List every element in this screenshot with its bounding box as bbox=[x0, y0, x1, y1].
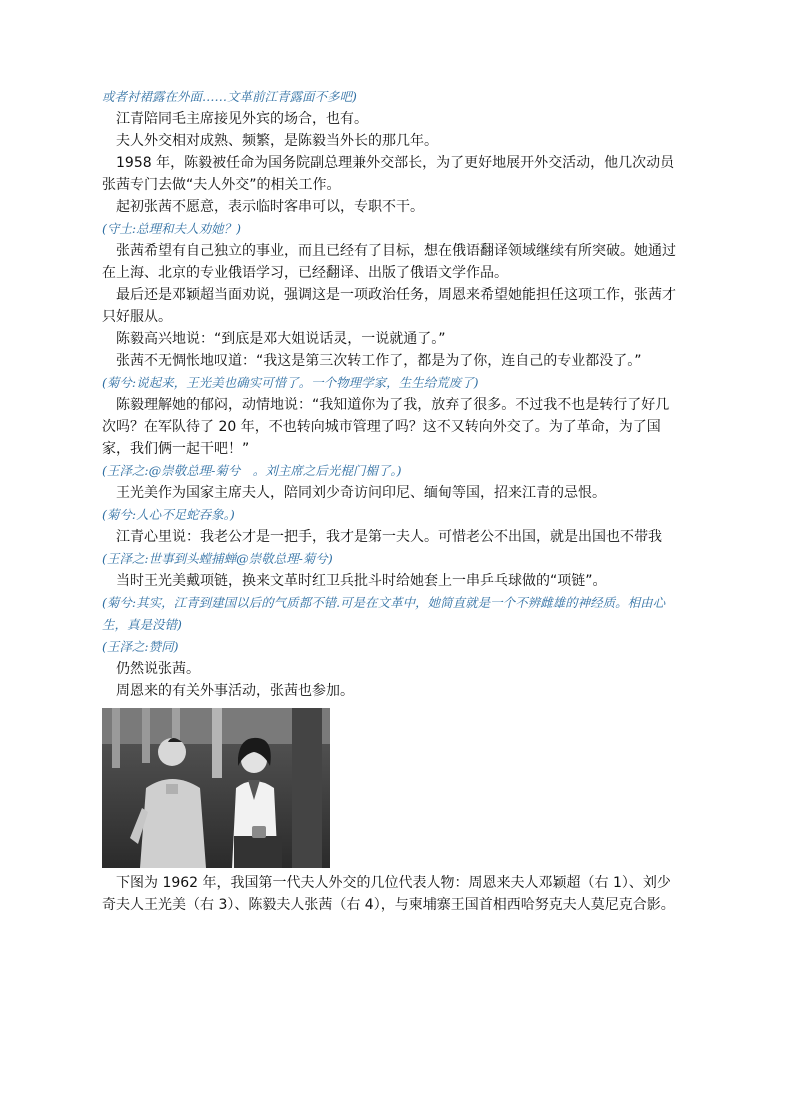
body-paragraph: 张茜不无惆怅地叹道：“我这是第三次转工作了，都是为了你，连自己的专业都没了。” bbox=[116, 353, 642, 369]
body-paragraph: 仍然说张茜。 bbox=[116, 661, 200, 677]
body-paragraph: 江青陪同毛主席接见外宾的场合，也有。 bbox=[116, 111, 368, 127]
paragraph-list bbox=[102, 86, 680, 702]
body-paragraph: 当时王光美戴项链，换来文革时红卫兵批斗时给她套上一串乒乓球做的“项链”。 bbox=[116, 573, 607, 589]
comment-line: (菊兮:其实，江青到建国以后的气质都不错.可是在文革中，她简直就是一个不辨雌雄的神经质。相由心生，真是没错) bbox=[102, 595, 666, 632]
comment-line: (守土:总理和夫人劝她？) bbox=[102, 221, 241, 236]
body-paragraph: 王光美作为国家主席夫人，陪同刘少奇访问印尼、缅甸等国，招来江青的忌恨。 bbox=[116, 485, 606, 501]
body-paragraph: 陈毅理解她的郁闷，动情地说：“我知道你为了我，放弃了很多。不过我不也是转行了好几次吗？在军队待了 20 年，不也转向城市管理了吗？这不又转向外交了。为了革命，为了国家，我们俩一起干吧！” bbox=[102, 397, 670, 457]
comment-line: (王泽之:赞同) bbox=[102, 639, 179, 654]
body-paragraph: 1958 年，陈毅被任命为国务院副总理兼外交部长，为了更好地展开外交活动，他几次动员张茜专门去做“夫人外交”的相关工作。 bbox=[102, 155, 675, 193]
body-paragraph: 夫人外交相对成熟、频繁，是陈毅当外长的那几年。 bbox=[116, 133, 438, 149]
photo-illustration bbox=[102, 708, 330, 868]
body-paragraph: 起初张茜不愿意，表示临时客串可以，专职不干。 bbox=[116, 199, 424, 215]
body-paragraph: 陈毅高兴地说：“到底是邓大姐说话灵，一说就通了。” bbox=[116, 331, 446, 347]
body-paragraph: 张茜希望有自己独立的事业，而且已经有了目标，想在俄语翻译领域继续有所突破。她通过在上海、北京的专业俄语学习，已经翻译、出版了俄语文学作品。 bbox=[102, 243, 676, 281]
body-paragraph: 江青心里说：我老公才是一把手，我才是第一夫人。可惜老公不出国，就是出国也不带我 bbox=[116, 529, 662, 545]
comment-line: 或者衬裙露在外面……文革前江青露面不多吧) bbox=[102, 89, 357, 104]
body-paragraph: 最后还是邓颖超当面劝说，强调这是一项政治任务，周恩来希望她能担任这项工作，张茜才只好服从。 bbox=[102, 287, 676, 325]
comment-line: (菊兮:人心不足蛇吞象。) bbox=[102, 507, 235, 522]
photo-caption: 下图为 1962 年，我国第一代夫人外交的几位代表人物：周恩来夫人邓颖超（右 1）、刘少奇夫人王光美（右 3）、陈毅夫人张茜（右 4），与柬埔寨王国首相西哈努克夫人莫尼克合影。 bbox=[102, 875, 675, 913]
comment-line: (王泽之:@崇敬总理-菊兮 。刘主席之后光棍门楣了。) bbox=[102, 463, 402, 478]
historical-photo bbox=[102, 708, 330, 868]
comment-line: (王泽之:世事到头螳捕蝉@崇敬总理-菊兮) bbox=[102, 551, 333, 566]
document-page bbox=[102, 86, 680, 916]
body-paragraph: 周恩来的有关外事活动，张茜也参加。 bbox=[116, 683, 354, 699]
comment-line: (菊兮:说起来，王光美也确实可惜了。一个物理学家，生生给荒废了) bbox=[102, 375, 479, 390]
